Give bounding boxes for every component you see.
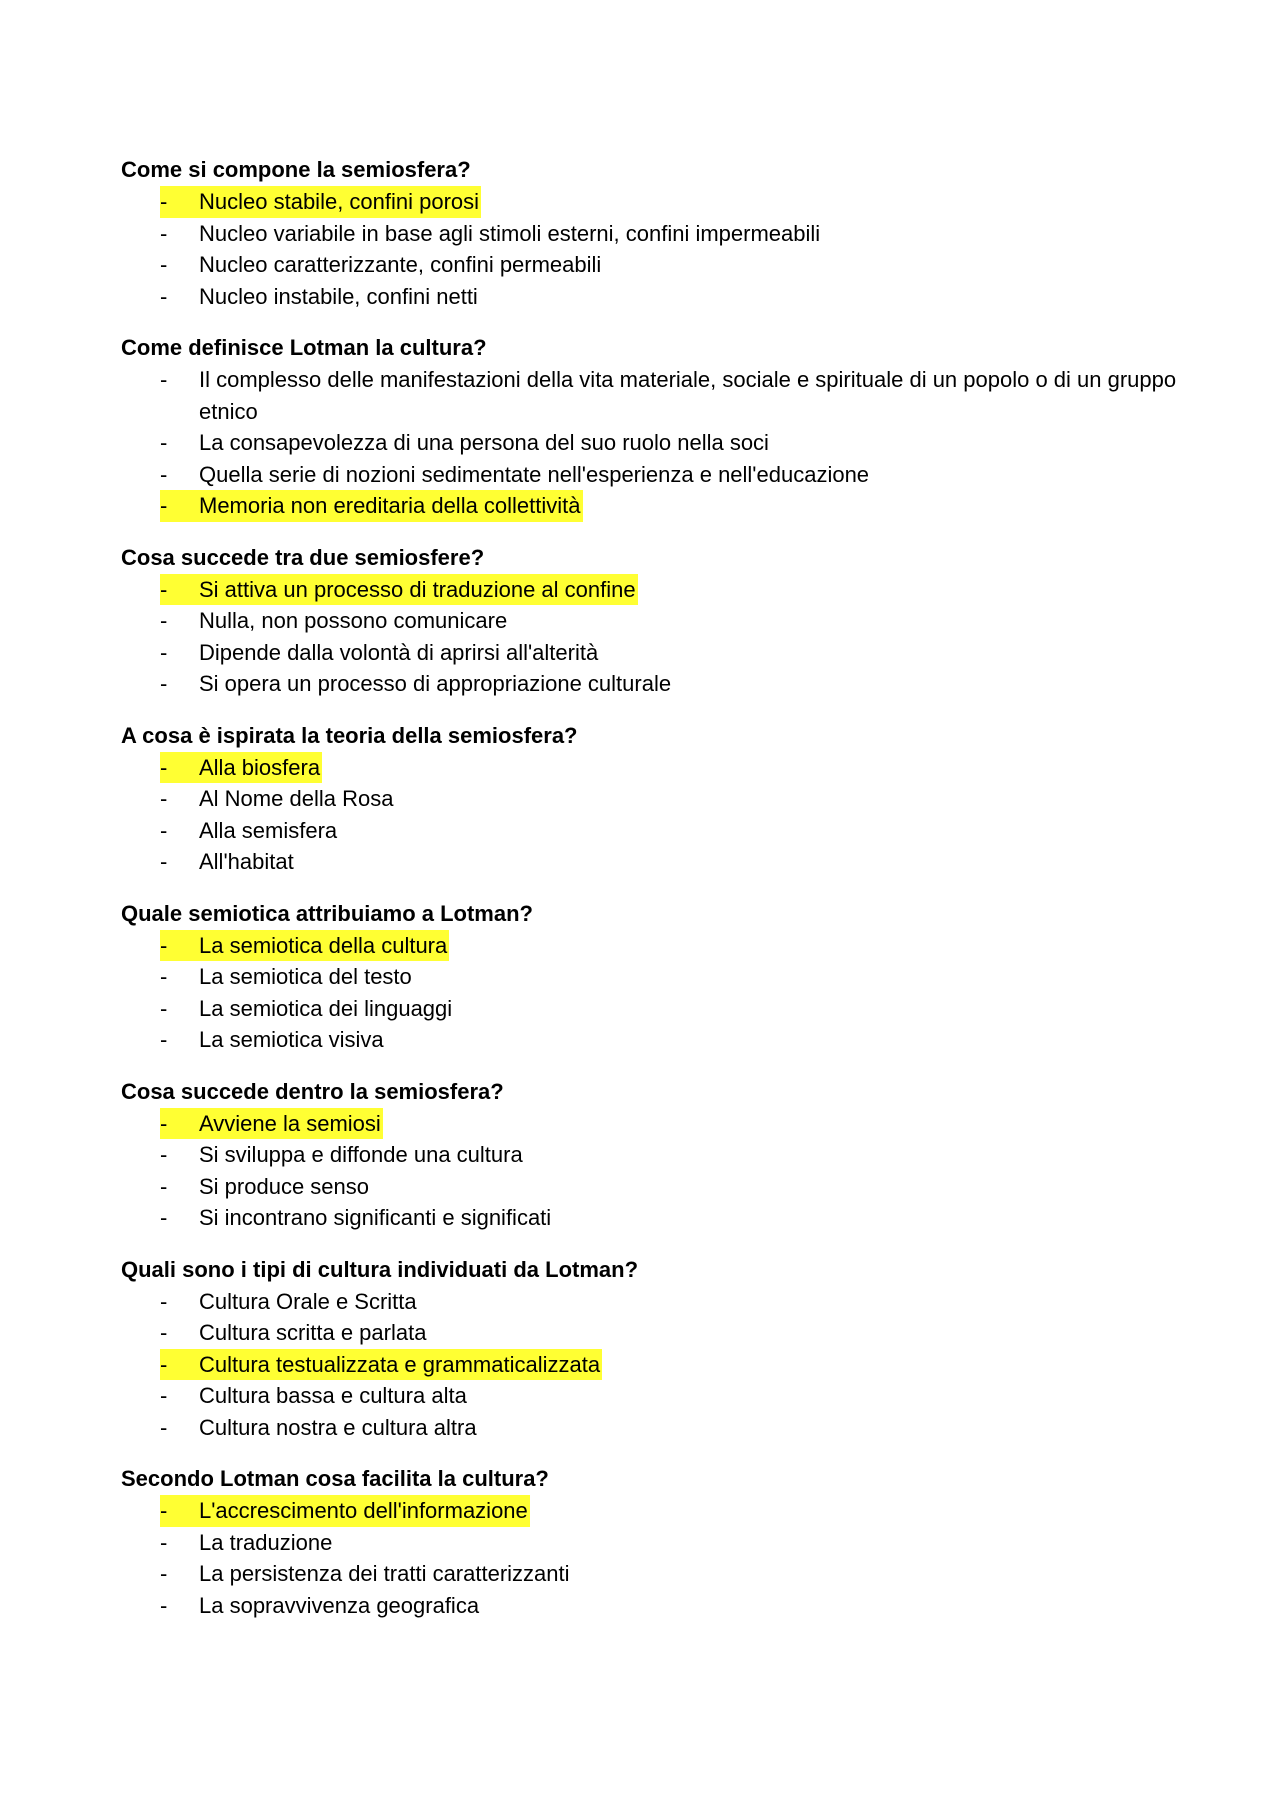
bullet-dash: - <box>160 786 168 811</box>
answer-text: La persistenza dei tratti caratterizzanti <box>199 1561 570 1586</box>
answer-item <box>121 1202 1181 1234</box>
answer-text: Dipende dalla volontà di aprirsi all'alterità <box>199 639 599 665</box>
question-block <box>121 720 1181 878</box>
answer-item <box>121 605 1181 637</box>
answer-item <box>121 1286 1181 1318</box>
answer-text: Alla biosfera <box>199 752 322 784</box>
answer-text: Al Nome della Rosa <box>199 786 394 811</box>
answer-list <box>121 574 1181 700</box>
question-block <box>121 332 1181 522</box>
answer-list <box>121 1286 1181 1444</box>
answer-item <box>121 249 1181 281</box>
question-text: Come definisce Lotman la cultura? <box>121 335 487 360</box>
answer-text: Si opera un processo di appropriazione culturale <box>199 671 672 696</box>
answer-text: Quella serie di nozioni sedimentate nell'esperienza e nell'educazione <box>199 461 870 487</box>
bullet-dash: - <box>160 1414 168 1440</box>
answer-list <box>121 364 1181 522</box>
answer-text: L'accrescimento dell'informazione <box>199 1495 530 1527</box>
answer-item <box>121 1171 1181 1203</box>
quiz-list <box>121 154 1181 1641</box>
answer-text: Alla semisfera <box>199 817 338 843</box>
bullet-dash: - <box>160 1592 168 1618</box>
answer-item <box>121 459 1181 491</box>
answer-text: Cultura bassa e cultura alta <box>199 1383 467 1408</box>
answer-item-correct <box>121 490 1181 522</box>
question-block <box>121 1463 1181 1621</box>
answer-text: Avviene la semiosi <box>199 1108 383 1140</box>
answer-list <box>121 186 1181 312</box>
answer-text: La consapevolezza di una persona del suo ruolo nella soci <box>199 430 769 455</box>
answer-text: La semiotica della cultura <box>199 930 449 962</box>
bullet-dash: - <box>160 1027 168 1052</box>
answer-item <box>121 218 1181 250</box>
answer-item <box>121 1380 1181 1412</box>
answer-item <box>121 427 1181 459</box>
answer-item <box>121 783 1181 815</box>
answer-item <box>121 281 1181 313</box>
bullet-dash: - <box>160 220 168 246</box>
answer-text: Cultura scritta e parlata <box>199 1320 427 1345</box>
answer-text: Cultura nostra e cultura altra <box>199 1414 477 1440</box>
bullet-dash: - <box>160 752 199 784</box>
answer-text: Si sviluppa e diffonde una cultura <box>199 1142 523 1167</box>
bullet-dash: - <box>160 1205 168 1230</box>
answer-text: Nulla, non possono comunicare <box>199 608 508 633</box>
answer-text: All'habitat <box>199 849 294 874</box>
answer-text: La sopravvivenza geografica <box>199 1592 480 1618</box>
bullet-dash: - <box>160 430 168 455</box>
bullet-dash: - <box>160 490 199 522</box>
bullet-dash: - <box>160 817 168 843</box>
question-text: Come si compone la semiosfera? <box>121 157 471 182</box>
answer-text: Si attiva un processo di traduzione al confine <box>199 574 638 606</box>
answer-text: La semiotica del testo <box>199 964 412 989</box>
bullet-dash: - <box>160 1383 168 1408</box>
answer-item <box>121 1527 1181 1559</box>
answer-item-correct <box>121 574 1181 606</box>
answer-text: Nucleo stabile, confini porosi <box>199 186 481 218</box>
question-block <box>121 898 1181 1056</box>
bullet-dash: - <box>160 1561 168 1586</box>
question-text: Cosa succede dentro la semiosfera? <box>121 1078 504 1104</box>
answer-item-correct <box>121 752 1181 784</box>
answer-list <box>121 752 1181 878</box>
answer-item <box>121 1139 1181 1171</box>
answer-item-correct <box>121 1495 1181 1527</box>
answer-item <box>121 1317 1181 1349</box>
question-text: A cosa è ispirata la teoria della semiosfera? <box>121 722 578 748</box>
bullet-dash: - <box>160 1349 199 1381</box>
bullet-dash: - <box>160 461 168 487</box>
answer-text: La semiotica dei linguaggi <box>199 995 453 1021</box>
bullet-dash: - <box>160 930 199 962</box>
answer-item-correct <box>121 1108 1181 1140</box>
bullet-dash: - <box>160 186 199 218</box>
answer-item <box>121 815 1181 847</box>
answer-item <box>121 637 1181 669</box>
answer-text: Cultura Orale e Scritta <box>199 1288 417 1314</box>
answer-item <box>121 1558 1181 1590</box>
answer-text: Nucleo instabile, confini netti <box>199 283 478 309</box>
answer-text: La traduzione <box>199 1529 333 1555</box>
bullet-dash: - <box>160 995 168 1021</box>
answer-list <box>121 1108 1181 1234</box>
question-text: Secondo Lotman cosa facilita la cultura? <box>121 1466 549 1491</box>
answer-item-correct <box>121 1349 1181 1381</box>
bullet-dash: - <box>160 283 168 309</box>
bullet-dash: - <box>160 849 168 874</box>
answer-text: Nucleo caratterizzante, confini permeabili <box>199 252 602 277</box>
question-block <box>121 1076 1181 1234</box>
answer-text: Memoria non ereditaria della collettività <box>199 490 583 522</box>
answer-list <box>121 930 1181 1056</box>
bullet-dash: - <box>160 1142 168 1167</box>
question-block <box>121 154 1181 312</box>
bullet-dash: - <box>160 639 168 665</box>
bullet-dash: - <box>160 574 199 606</box>
bullet-dash: - <box>160 964 168 989</box>
answer-text: Il complesso delle manifestazioni della vita materiale, sociale e spirituale di un popolo o di un gruppo etnico <box>199 367 1177 424</box>
question-block <box>121 1254 1181 1444</box>
bullet-dash: - <box>160 1320 168 1345</box>
answer-item <box>121 1024 1181 1056</box>
bullet-dash: - <box>160 671 168 696</box>
answer-item <box>121 1412 1181 1444</box>
bullet-dash: - <box>160 608 168 633</box>
answer-item-correct <box>121 930 1181 962</box>
question-text: Cosa succede tra due semiosfere? <box>121 544 485 570</box>
bullet-dash: - <box>160 1288 168 1314</box>
answer-item <box>121 364 1181 427</box>
answer-item <box>121 993 1181 1025</box>
answer-item <box>121 668 1181 700</box>
question-text: Quale semiotica attribuiamo a Lotman? <box>121 900 533 926</box>
bullet-dash: - <box>160 1108 199 1140</box>
answer-item <box>121 961 1181 993</box>
answer-text: Nucleo variabile in base agli stimoli esterni, confini impermeabili <box>199 220 821 246</box>
bullet-dash: - <box>160 1529 168 1555</box>
answer-text: Cultura testualizzata e grammaticalizzata <box>199 1349 602 1381</box>
answer-text: Si produce senso <box>199 1173 369 1199</box>
answer-text: Si incontrano significanti e significati <box>199 1205 552 1230</box>
question-block <box>121 542 1181 700</box>
bullet-dash: - <box>160 1173 168 1199</box>
bullet-dash: - <box>160 367 168 392</box>
answer-list <box>121 1495 1181 1621</box>
answer-item-correct <box>121 186 1181 218</box>
bullet-dash: - <box>160 252 168 277</box>
question-text: Quali sono i tipi di cultura individuati da Lotman? <box>121 1256 639 1282</box>
answer-item <box>121 1590 1181 1622</box>
bullet-dash: - <box>160 1495 199 1527</box>
answer-text: La semiotica visiva <box>199 1027 384 1052</box>
answer-item <box>121 846 1181 878</box>
